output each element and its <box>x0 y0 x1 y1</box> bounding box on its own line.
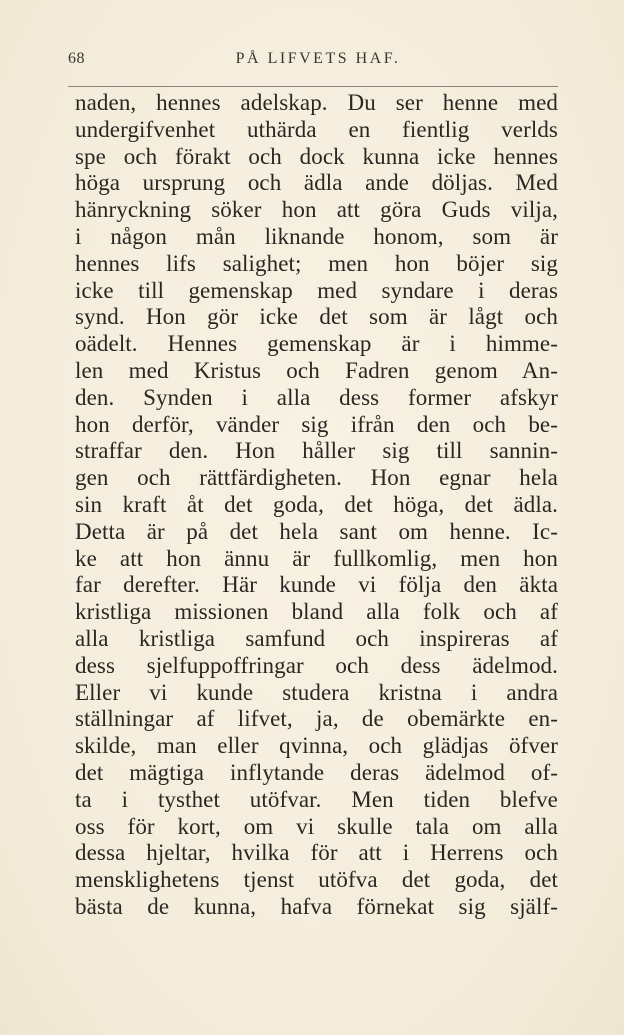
text-line: bästa de kunna, hafva förnekat sig själf- <box>75 893 558 919</box>
text-line: dessa hjeltar, hvilka för att i Herrens och <box>75 840 558 866</box>
text-line: ta i tysthet utöfvar. Men tiden blefve <box>75 786 558 812</box>
text-line: far derefter. Här kunde vi följa den äkta <box>75 572 558 598</box>
text-line: Eller vi kunde studera kristna i andra <box>75 679 558 705</box>
text-line: oss för kort, om vi skulle tala om alla <box>75 813 558 839</box>
text-line: skilde, man eller qvinna, och glädjas öfver <box>75 733 558 759</box>
text-line: oädelt. Hennes gemenskap är i himme- <box>75 331 558 357</box>
text-line: synd. Hon gör icke det som är lågt och <box>75 304 558 330</box>
text-line: ke att hon ännu är fullkomlig, men hon <box>75 545 558 571</box>
text-line: len med Kristus och Fadren genom An- <box>75 357 558 383</box>
text-line: höga ursprung och ädla ande döljas. Med <box>75 170 558 196</box>
page-number: 68 <box>68 50 85 67</box>
page-header <box>68 50 558 74</box>
text-line: kristliga missionen bland alla folk och af <box>75 599 558 625</box>
text-line: hennes lifs salighet; men hon böjer sig <box>75 250 558 276</box>
text-line: naden, hennes adelskap. Du ser henne med <box>75 90 558 115</box>
text-line: i någon mån liknande honom, som är <box>75 223 558 249</box>
text-line: hänryckning söker hon att göra Guds vilja, <box>75 197 558 223</box>
text-line: spe och förakt och dock kunna icke hennes <box>75 143 558 169</box>
text-line: alla kristliga samfund och inspireras af <box>75 625 558 651</box>
running-head: PÅ LIFVETS HAF. <box>235 50 401 67</box>
text-line: hon derför, vänder sig ifrån den och be- <box>75 411 558 437</box>
text-line: Detta är på det hela sant om henne. Ic- <box>75 518 558 544</box>
text-line: den. Synden i alla dess former afskyr <box>75 384 558 410</box>
text-line: ställningar af lifvet, ja, de obemärkte en- <box>75 706 558 732</box>
text-line: mensklighetens tjenst utöfva det goda, det <box>75 867 558 893</box>
body-text <box>75 90 558 921</box>
text-line: sin kraft åt det goda, det höga, det ädla. <box>75 491 558 517</box>
header-rule <box>68 86 558 87</box>
text-line: straffar den. Hon håller sig till sannin- <box>75 438 558 464</box>
text-line: undergifvenhet uthärda en fientlig verlds <box>75 116 558 142</box>
text-line: gen och rättfärdigheten. Hon egnar hela <box>75 465 558 491</box>
text-line: icke till gemenskap med syndare i deras <box>75 277 558 303</box>
text-line: det mägtiga inflytande deras ädelmod of- <box>75 759 558 785</box>
text-line: dess sjelfuppoffringar och dess ädelmod. <box>75 652 558 678</box>
